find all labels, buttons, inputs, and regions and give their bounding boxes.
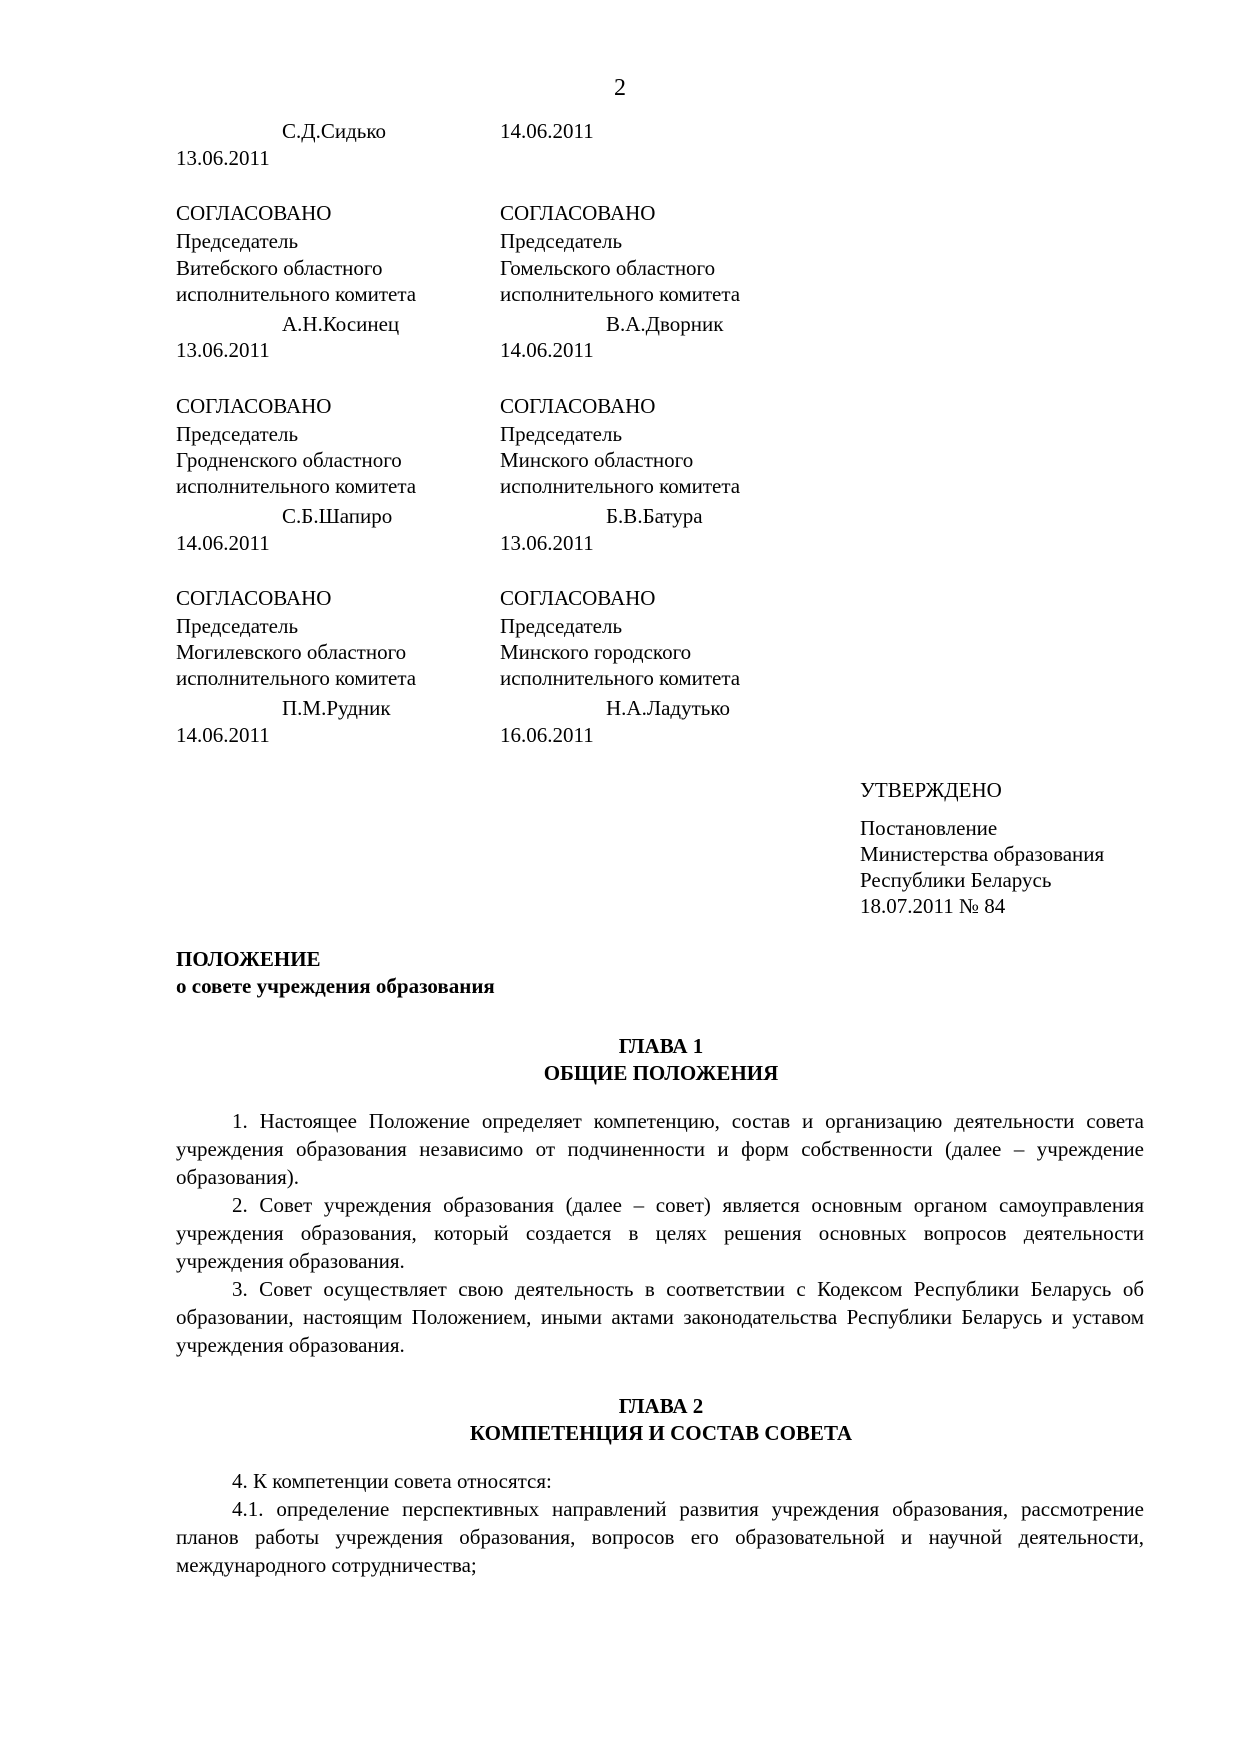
chapter-title: КОМПЕТЕНЦИЯ И СОСТАВ СОВЕТА — [469, 1421, 853, 1445]
chapter-title: ОБЩИЕ ПОЛОЖЕНИЯ — [543, 1061, 779, 1085]
approval-position: Председатель — [500, 614, 623, 638]
approval-org: Могилевского областного — [176, 640, 407, 664]
approval-label: СОГЛАСОВАНО — [500, 201, 656, 225]
page-number: 2 — [614, 75, 626, 101]
paragraph: 4. К компетенции совета относятся: — [232, 1469, 552, 1493]
approval-label: СОГЛАСОВАНО — [500, 394, 656, 418]
signatory-name: Б.В.Батура — [606, 504, 703, 528]
approval-org: исполнительного комитета — [500, 282, 741, 306]
signature-date: 14.06.2011 — [500, 338, 594, 362]
signatory-name: П.М.Рудник — [282, 696, 391, 720]
approval-label: СОГЛАСОВАНО — [176, 586, 332, 610]
approval-position: Председатель — [176, 422, 299, 446]
chapter-heading: ГЛАВА 2 — [618, 1394, 704, 1418]
signatory-name: С.Б.Шапиро — [282, 504, 393, 528]
approval-org: исполнительного комитета — [176, 666, 417, 690]
approval-org: Витебского областного — [176, 256, 383, 280]
approval-org: исполнительного комитета — [176, 282, 417, 306]
approved-line: 18.07.2011 № 84 — [860, 894, 1006, 918]
approved-line: Постановление — [860, 816, 998, 840]
document-subtitle: о совете учреждения образования — [176, 974, 495, 998]
signature-date: 13.06.2011 — [500, 531, 594, 555]
signature-date: 13.06.2011 — [176, 146, 270, 170]
chapter-heading: ГЛАВА 1 — [618, 1034, 704, 1058]
paragraph: 4.1. определение перспективных направлений развития учреждения образования, рассмотрение планов работы учреждения образования, вопросов его образовательной и научной деятельности, международного сотрудничества; — [176, 1497, 1144, 1577]
approved-label: УТВЕРЖДЕНО — [860, 778, 1002, 802]
approved-line: Министерства образования — [860, 842, 1105, 866]
signature-date: 14.06.2011 — [176, 531, 270, 555]
signature-date: 13.06.2011 — [176, 338, 270, 362]
signature-date: 16.06.2011 — [500, 723, 594, 747]
approved-line: Республики Беларусь — [860, 868, 1052, 892]
approval-label: СОГЛАСОВАНО — [176, 394, 332, 418]
approval-org: Минского областного — [500, 448, 694, 472]
signature-date: 14.06.2011 — [176, 723, 270, 747]
approval-org: исполнительного комитета — [176, 474, 417, 498]
signature-date: 14.06.2011 — [500, 119, 594, 143]
approval-label: СОГЛАСОВАНО — [500, 586, 656, 610]
approval-org: исполнительного комитета — [500, 666, 741, 690]
paragraph: 2. Совет учреждения образования (далее – совет) является основным органом самоуправления учреждения образования, который создается в целях решения основных вопросов деятельности учреждения образования. — [176, 1193, 1144, 1273]
document-title: ПОЛОЖЕНИЕ — [176, 947, 321, 971]
approval-label: СОГЛАСОВАНО — [176, 201, 332, 225]
approval-position: Председатель — [500, 229, 623, 253]
paragraph: 1. Настоящее Положение определяет компетенцию, состав и организацию деятельности совета учреждения образования независимо от подчиненности и форм собственности (далее – учреждение образования). — [176, 1109, 1144, 1189]
approval-org: исполнительного комитета — [500, 474, 741, 498]
approval-org: Гомельского областного — [500, 256, 716, 280]
signatory-name: В.А.Дворник — [606, 312, 724, 336]
approval-position: Председатель — [176, 614, 299, 638]
signatory-name: А.Н.Косинец — [282, 312, 400, 336]
signatory-name: Н.А.Ладутько — [606, 696, 730, 720]
paragraph: 3. Совет осуществляет свою деятельность в соответствии с Кодексом Республики Беларусь об образовании, настоящим Положением, иными актами законодательства Республики Беларусь и уставом учреждения образования. — [176, 1277, 1144, 1357]
signatory-name: С.Д.Сидько — [282, 119, 386, 143]
approval-org: Гродненского областного — [176, 448, 402, 472]
approval-position: Председатель — [176, 229, 299, 253]
approval-position: Председатель — [500, 422, 623, 446]
approval-org: Минского городского — [500, 640, 692, 664]
